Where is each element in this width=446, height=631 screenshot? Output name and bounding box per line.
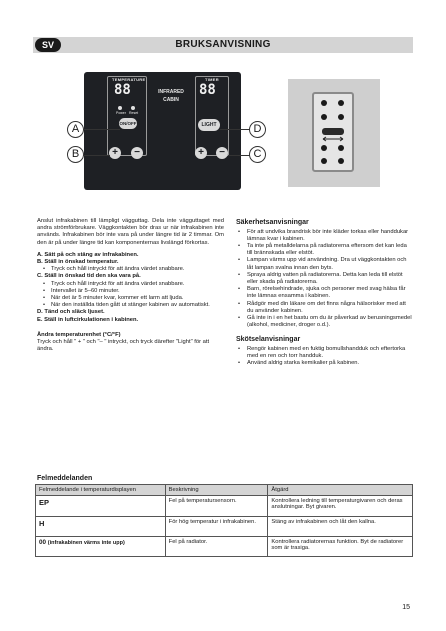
table-row: [36, 517, 413, 537]
fault-code: H: [36, 517, 166, 537]
temp-plus-button[interactable]: +: [109, 147, 121, 159]
fault-code-cell: [36, 537, 166, 557]
fault-table-title: Felmeddelanden: [37, 475, 93, 482]
safety-column: [236, 219, 412, 367]
care-list: [236, 346, 412, 368]
page-title: BRUKSANVISNING: [175, 39, 271, 50]
list-item: • För att undvika brandrisk bör inte kläder torkas eller handdukar lämnas kvar i kabinen.: [236, 229, 412, 243]
unit-heading: Ändra temperaturenhet (°C/°F): [37, 331, 121, 338]
timer-display: 88: [199, 82, 216, 98]
vent-hole-icon: [338, 114, 344, 120]
fault-code: 00: [39, 539, 47, 546]
power-label: Power: [116, 111, 126, 115]
table-row: [36, 496, 413, 517]
double-arrow-icon: [322, 136, 344, 142]
header-bar: [33, 37, 413, 53]
callout-a-leader: [82, 129, 120, 130]
callout-c-leader: [228, 155, 250, 156]
page-number: 15: [402, 604, 410, 611]
list-item: • Lampan värms upp vid användning. Dra ut väggkontakten och låt lampan svalna innan den byts.: [236, 257, 412, 271]
fault-action: Kontrollera ledning till temperaturgivaren och deras anslutningar. Byt givaren.: [268, 496, 413, 517]
fault-description: För hög temperatur i infrakabinen.: [165, 517, 268, 537]
reset-indicator-icon: [131, 106, 135, 110]
fault-description: Fel på temperatursensorn.: [165, 496, 268, 517]
onoff-button[interactable]: ON/OFF: [119, 118, 137, 129]
table-header-row: [36, 485, 413, 496]
timer-minus-button[interactable]: −: [216, 147, 228, 159]
list-item: • Tryck och håll intryckt för att ändra värdet snabbare.: [37, 266, 224, 273]
vent-hole-icon: [321, 158, 327, 164]
list-item: • Rådgör med din läkare om det finns några hälsorisker med att du använder kabinen.: [236, 301, 412, 315]
callout-d-leader: [220, 129, 250, 130]
vent-hole-icon: [338, 145, 344, 151]
list-item: • När det är 5 minuter kvar, kommer ett larm att ljuda.: [37, 295, 224, 302]
timer-label: TIMER: [205, 77, 219, 82]
power-indicator-icon: [118, 106, 122, 110]
list-item: • Använd aldrig starka kemikalier på kabinen.: [236, 360, 412, 367]
unit-text: Tryck och håll " + " och "– " intryckt, och tryck därefter "Light" för att ändra.: [37, 339, 210, 353]
step-c: C. Ställ in önskad tid den ska vara på.: [37, 273, 141, 280]
fault-action: Kontrollera radiatorernas funktion. Byt de radiatorer som är trasiga.: [268, 537, 413, 557]
list-item: • Barn, rörelsehindrade, sjuka och personer med svag hälsa får inte lämnas ensamma i kabinen.: [236, 286, 412, 300]
language-badge: SV: [35, 38, 61, 52]
list-item: • Tryck och håll intryckt för att ändra värdet snabbare.: [37, 281, 224, 288]
step-c-list: [37, 281, 224, 310]
list-item: • Rengör kabinen med en fuktig bomullshandduk och eftertorka med en ren och torr handduk.: [236, 346, 412, 360]
table-row: [36, 537, 413, 557]
safety-list: [236, 229, 412, 330]
temperature-label: TEMPERATURE: [112, 77, 146, 82]
callout-c: C: [249, 146, 266, 163]
step-a: A. Sätt på och stäng av infrakabinen.: [37, 251, 139, 258]
care-heading: Skötselanvisningar: [236, 336, 301, 344]
callout-b-leader: [82, 155, 110, 156]
step-e: E. Ställ in luftcirkulationen i kabinen.: [37, 316, 139, 323]
cabin-label-line1: INFRARED: [158, 89, 184, 95]
column-header: Åtgärd: [268, 485, 413, 496]
reset-label: Reset: [129, 111, 139, 115]
callout-b: B: [67, 146, 84, 163]
vent-hole-icon: [338, 158, 344, 164]
column-header: Beskrivning: [165, 485, 268, 496]
list-item: • När den inställda tiden gått ut stänger kabinen av automatiskt.: [37, 302, 224, 309]
fault-table: [35, 484, 413, 557]
list-item: • Ta inte på metalldelarna på radiatorerna eftersom det kan leda till brännskada eller elstöt.: [236, 243, 412, 257]
fault-code-note: (infrakabinen värms inte upp): [47, 540, 125, 546]
step-b: B. Ställ in önskad temperatur.: [37, 259, 119, 266]
temperature-display: 88: [114, 82, 131, 98]
vent-hole-icon: [321, 100, 327, 106]
fault-description: Fel på radiator.: [165, 537, 268, 557]
list-item: • Spraya aldrig vatten på radiatorerna. Detta kan leda till elstöt eller skada på radiatorerna.: [236, 272, 412, 286]
vent-hole-icon: [338, 100, 344, 106]
fault-action: Stäng av infrakabinen och låt den kallna.: [268, 517, 413, 537]
vent-hole-icon: [321, 114, 327, 120]
column-header: Felmeddelande i temperaturdisplayen: [36, 485, 166, 496]
safety-heading: Säkerhetsanvisningar: [236, 219, 309, 226]
temp-minus-button[interactable]: −: [131, 147, 143, 159]
callout-a: A: [67, 121, 84, 138]
step-d: D. Tänd och släck ljuset.: [37, 309, 105, 316]
timer-plus-button[interactable]: +: [195, 147, 207, 159]
cabin-label-line2: CABIN: [163, 97, 179, 103]
vent-hole-icon: [321, 145, 327, 151]
light-button[interactable]: LIGHT: [198, 119, 220, 131]
callout-d: D: [249, 121, 266, 138]
list-item: • Gå inte in i en het bastu om du är påverkad av berusningsmedel (alkohol, mediciner, droger o.d.).: [236, 315, 412, 329]
instructions-column: [37, 218, 224, 353]
vent-slider-handle[interactable]: [322, 128, 344, 135]
cabin-label: [148, 88, 194, 104]
list-item: • Intervallet är 5–60 minuter.: [37, 288, 224, 295]
step-b-list: [37, 266, 224, 273]
intro-paragraph: Anslut infrakabinen till lämpligt vägguttag. Dela inte vägguttaget med andra strömförbrukare. Väggkontakten bör dras ur när infrakabinen inte används. Infrakabinen bör inte vara på under längre tid är 2 timmar. Om den är på under längre tid kan komponenternas livslängd förkortas.: [37, 218, 224, 246]
fault-code: EP: [36, 496, 166, 517]
